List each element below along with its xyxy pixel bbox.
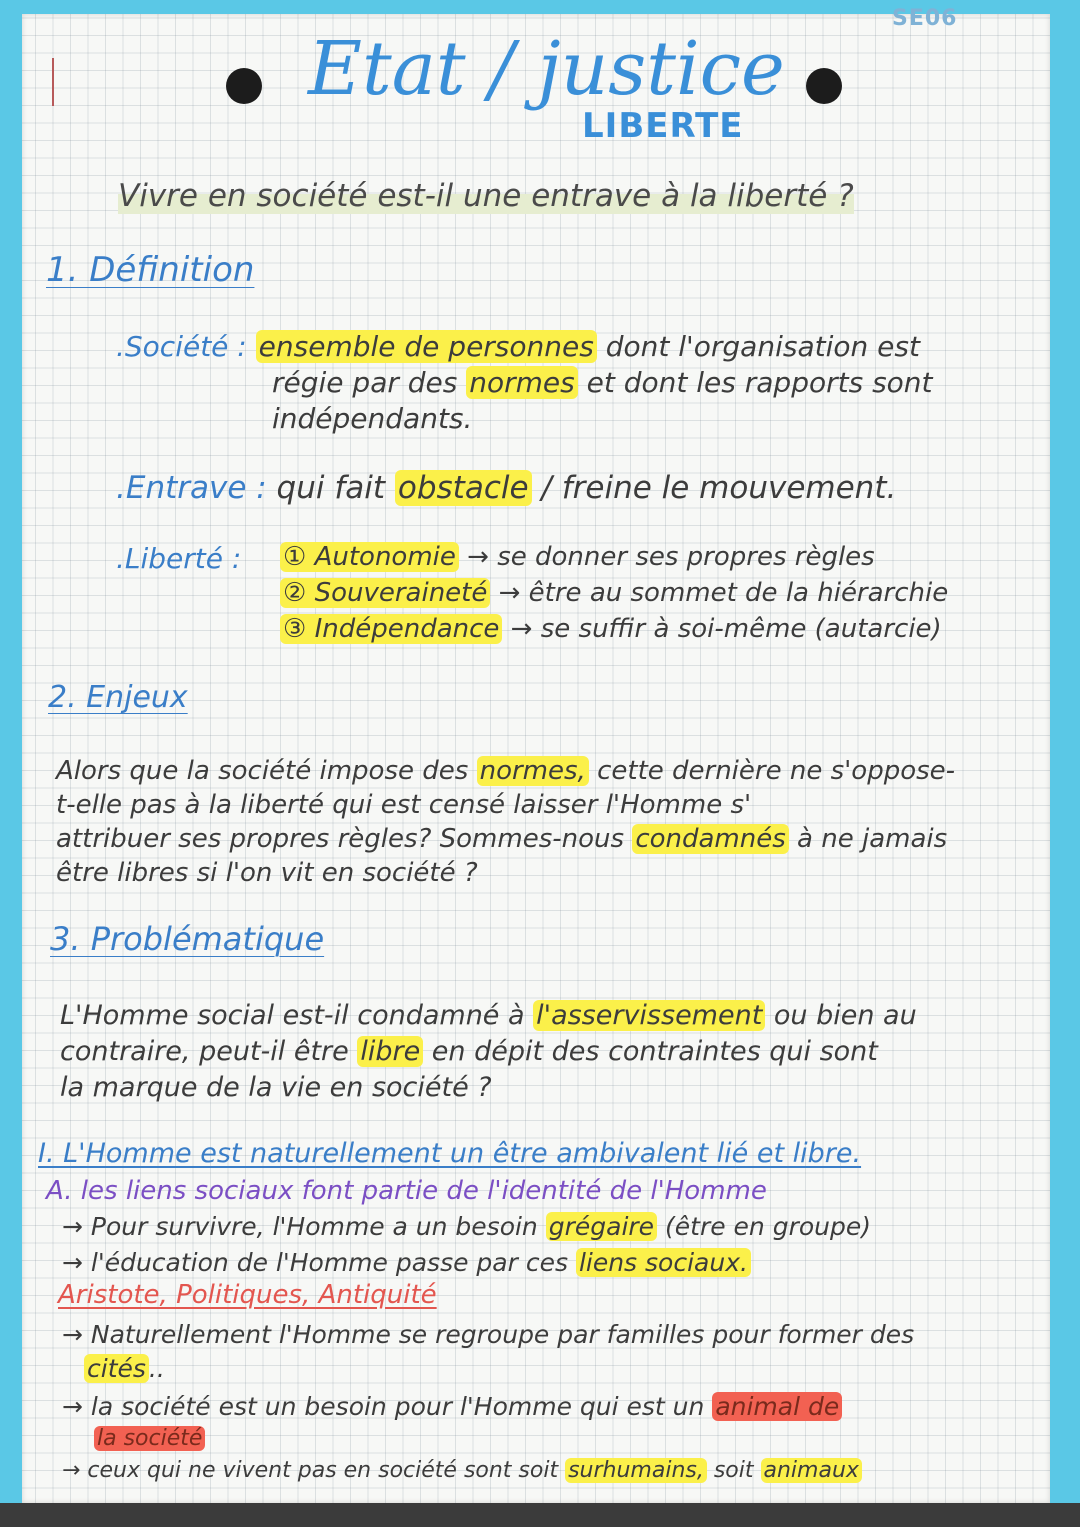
- part1-b1-hl: grégaire: [546, 1212, 657, 1241]
- title-part1: Etat: [308, 26, 466, 112]
- part1-b1-text-b: (être en groupe): [657, 1212, 872, 1241]
- def-societe-hl1: ensemble de personnes: [256, 330, 597, 363]
- part1-b1-text-a: → Pour survivre, l'Homme a un besoin: [62, 1212, 546, 1241]
- enjeux-text1a: Alors que la société impose des: [56, 756, 477, 786]
- def-societe-term: .Société :: [116, 330, 247, 363]
- part1-reference: Aristote, Politiques, Antiquité: [58, 1280, 437, 1310]
- def-liberte-item1-hl: ① Autonomie: [280, 542, 459, 572]
- margin-mark: [52, 58, 54, 106]
- page-code: SE06: [892, 6, 958, 31]
- def-societe-text1: dont l'organisation est: [596, 330, 920, 363]
- part1-bullet2: [62, 1248, 751, 1277]
- def-societe-text2a: régie par des: [272, 366, 467, 399]
- enjeux-text3a: attribuer ses propres règles? Sommes-nous: [56, 824, 633, 854]
- title-slash: /: [489, 26, 515, 112]
- def-societe-line2: [272, 366, 933, 399]
- part1-b4-hl1: animal de: [712, 1392, 842, 1421]
- part1-bullet4: [62, 1392, 842, 1421]
- def-liberte-item1: [280, 542, 875, 572]
- part1-sub-a: A. les liens sociaux font partie de l'identité de l'Homme: [46, 1176, 767, 1206]
- def-liberte-term-line: [116, 542, 241, 575]
- enjeux-hl1: normes,: [477, 756, 589, 786]
- part1-b5-text-b: soit: [706, 1458, 761, 1483]
- def-liberte-item2-text: → être au sommet de la hiérarchie: [490, 578, 949, 608]
- problematique-text2b: en dépit des contraintes qui sont: [423, 1036, 878, 1067]
- part1-bullet4-cont: [94, 1426, 205, 1451]
- def-liberte-item2: [280, 578, 948, 608]
- def-entrave-text1: qui fait: [266, 470, 395, 506]
- part1-b5-text-a: → ceux qui ne vivent pas en société sont soit: [62, 1458, 566, 1483]
- def-societe-hl2: normes: [466, 366, 577, 399]
- page-border-right: [1050, 0, 1080, 1527]
- part1-b3-text-b: ..: [148, 1354, 165, 1383]
- page-title: [308, 26, 785, 112]
- def-societe-line3: indépendants.: [272, 402, 473, 435]
- def-entrave-hl: obstacle: [395, 470, 532, 506]
- enjeux-line2: t-elle pas à la liberté qui est censé laisser l'Homme s': [56, 790, 752, 820]
- punch-hole-left: [226, 68, 262, 104]
- page-subtitle: LIBERTE: [582, 106, 744, 146]
- problematique-hl2: libre: [357, 1036, 423, 1067]
- problematique-line3: la marque de la vie en société ?: [60, 1072, 492, 1103]
- problematique-text2a: contraire, peut-il être: [60, 1036, 358, 1067]
- part1-b5-hl1: surhumains,: [565, 1458, 707, 1483]
- part1-b5-hl2: animaux: [761, 1458, 862, 1483]
- def-societe-line1: [116, 330, 920, 363]
- def-entrave-text2: / freine le mouvement.: [531, 470, 897, 506]
- page-border-bottom: [0, 1503, 1080, 1527]
- problematique-line1: [60, 1000, 917, 1031]
- def-liberte-item1-text: → se donner ses propres règles: [458, 542, 875, 572]
- part1-heading: I. L'Homme est naturellement un être ambivalent lié et libre.: [38, 1138, 862, 1169]
- part1-b4-hl2: la société: [94, 1426, 205, 1451]
- part1-b2-hl: liens sociaux.: [576, 1248, 751, 1277]
- part1-bullet3-cont: [84, 1354, 165, 1383]
- def-entrave-term: .Entrave :: [116, 470, 267, 506]
- def-liberte-term: .Liberté :: [116, 542, 242, 575]
- title-part2: justice: [537, 26, 785, 112]
- part1-b3-hl: cités: [84, 1354, 149, 1383]
- def-liberte-item3-text: → se suffir à soi-même (autarcie): [502, 614, 942, 644]
- punch-hole-right: [806, 68, 842, 104]
- part1-bullet3: → Naturellement l'Homme se regroupe par familles pour former des: [62, 1320, 915, 1349]
- part1-b4-text-a: → la société est un besoin pour l'Homme qui est un: [62, 1392, 713, 1421]
- def-liberte-item3-hl: ③ Indépendance: [280, 614, 502, 644]
- part1-bullet5: [62, 1458, 862, 1483]
- heading-problematique: 3. Problématique: [50, 920, 325, 958]
- heading-enjeux: 2. Enjeux: [48, 680, 188, 715]
- def-liberte-item2-hl: ② Souveraineté: [280, 578, 490, 608]
- problematique-text1b: ou bien au: [765, 1000, 917, 1031]
- enjeux-text1b: cette dernière ne s'oppose-: [588, 756, 956, 786]
- heading-definition: 1. Définition: [46, 250, 255, 290]
- enjeux-text3b: à ne jamais: [788, 824, 948, 854]
- def-societe-text2b: et dont les rapports sont: [577, 366, 933, 399]
- def-liberte-item3: [280, 614, 942, 644]
- page-border-left: [0, 0, 22, 1527]
- question-text: Vivre en société est-il une entrave à la liberté ?: [118, 178, 854, 214]
- problematique-line2: [60, 1036, 878, 1067]
- enjeux-hl3: condamnés: [632, 824, 788, 854]
- enjeux-line1: [56, 756, 955, 786]
- part1-bullet1: [62, 1212, 871, 1241]
- problematique-hl1: l'asservissement: [533, 1000, 765, 1031]
- part1-b2-text-a: → l'éducation de l'Homme passe par ces: [62, 1248, 576, 1277]
- main-question: [118, 178, 854, 214]
- problematique-text1a: L'Homme social est-il condamné à: [60, 1000, 534, 1031]
- enjeux-line3: [56, 824, 947, 854]
- enjeux-line4: être libres si l'on vit en société ?: [56, 858, 478, 888]
- def-entrave-line: [116, 470, 896, 506]
